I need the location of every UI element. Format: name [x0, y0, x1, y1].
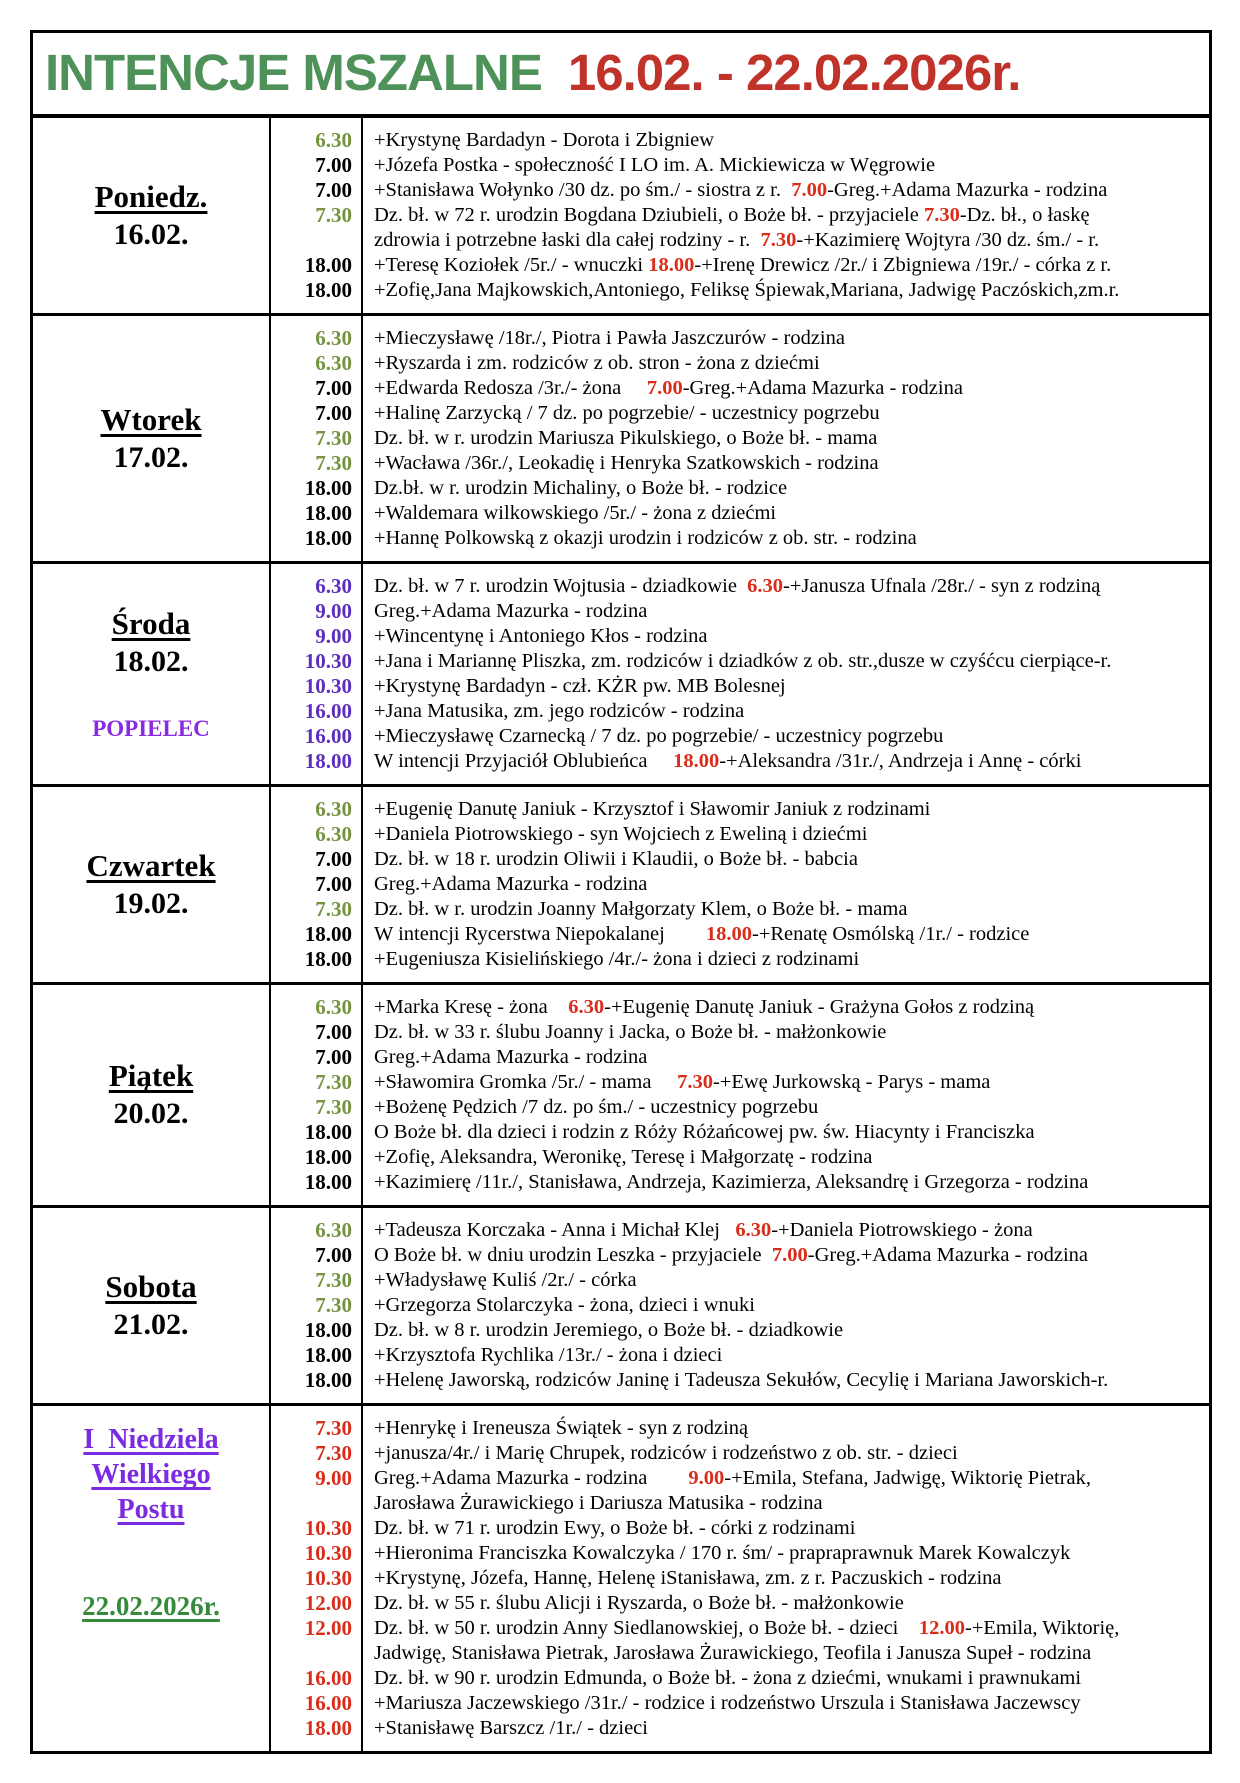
intention-line	[363, 1120, 1209, 1145]
day-label-line: 19.02.	[113, 886, 189, 920]
intention-text: +Władysławę Kuliś /2r./ - córka	[374, 1269, 637, 1291]
mass-time: 7.30	[315, 203, 352, 227]
intention-text: Greg.+Adama Mazurka - rodzina	[374, 1046, 648, 1068]
intention-line	[363, 153, 1209, 178]
day-label	[33, 985, 271, 1205]
mass-time: 10.30	[304, 1541, 352, 1565]
intention-text: Dz. bł. w 90 r. urodzin Edmunda, o Boże bł. - żona z dziećmi, wnukami i prawnukami	[374, 1667, 1082, 1689]
mass-time: 16.00	[304, 1666, 352, 1690]
day-label-line: Sobota	[105, 1268, 197, 1304]
mass-time: 9.00	[315, 624, 352, 648]
inline-time-highlight: 7.00	[771, 1244, 808, 1266]
day-label-line: 18.02.	[113, 645, 189, 678]
intention-text: Dz. bł. w 72 r. urodzin Bogdana Dziubieli, o Boże bł. - przyjaciele	[374, 204, 924, 226]
mass-time: 7.30	[315, 1416, 352, 1440]
intention-text: +Halinę Zarzycką / 7 dz. po pogrzebie/ - uczestnicy pogrzebu	[374, 402, 880, 424]
intention-line	[363, 1318, 1209, 1343]
day-label	[33, 787, 271, 982]
intention-line	[363, 599, 1209, 624]
mass-times-column	[271, 1406, 363, 1751]
inline-time-highlight: 18.00	[648, 254, 695, 276]
day-label	[33, 1406, 271, 1751]
mass-time: 18.00	[304, 476, 352, 500]
mass-time: 18.00	[304, 501, 352, 525]
intention-line	[363, 228, 1209, 253]
day-label-line: Poniedz.	[94, 178, 208, 214]
intention-line	[363, 947, 1209, 972]
mass-time: 7.30	[315, 426, 352, 450]
mass-time: 10.30	[304, 649, 352, 673]
day-label-line: 16.02.	[113, 217, 189, 251]
intention-line	[363, 1491, 1209, 1516]
day-row-piatek	[33, 982, 1209, 1205]
intention-text: +Krystynę Bardadyn - Dorota i Zbigniew	[374, 129, 715, 151]
intention-line	[363, 1641, 1209, 1666]
intention-line	[363, 1541, 1209, 1566]
intention-text: +janusza/4r./ i Marię Chrupek, rodziców i rodzeństwo z ob. str. - dzieci	[374, 1442, 958, 1464]
intention-line	[363, 1045, 1209, 1070]
intention-text: +Hannę Polkowską z okazji urodzin i rodziców z ob. str. - rodzina	[374, 527, 917, 549]
intention-line	[363, 253, 1209, 278]
intention-text: +Teresę Koziołek /5r./ - wnuczki	[374, 254, 649, 276]
intention-text: W intencji Przyjaciół Oblubieńca	[374, 750, 674, 772]
mass-time: 7.30	[315, 1268, 352, 1292]
mass-time: 18.00	[304, 1716, 352, 1740]
intention-text: +Mieczysławę Czarnecką / 7 dz. po pogrzebie/ - uczestnicy pogrzebu	[374, 725, 944, 747]
intention-text: Jadwigę, Stanisława Pietrak, Jarosława Żurawickiego, Teofila i Janusza Supeł - rodzina	[374, 1642, 1092, 1664]
intention-text: -+Janusza Ufnala /28r./ - syn z rodziną	[783, 575, 1101, 597]
inline-time-highlight: 7.00	[791, 179, 828, 201]
inline-time-highlight: 6.30	[747, 575, 784, 597]
intention-text: +Edwarda Redosza /3r./- żona	[374, 377, 647, 399]
intention-line	[363, 376, 1209, 401]
intention-text: -+Irenę Drewicz /2r./ i Zbigniewa /19r./ - córka z r.	[694, 254, 1112, 276]
intention-line	[363, 724, 1209, 749]
intention-line	[363, 872, 1209, 897]
mass-time: 7.00	[315, 376, 352, 400]
mass-time: 18.00	[304, 1145, 352, 1169]
intention-text: -+Renatę Osmólską /1r./ - rodzice	[751, 923, 1030, 945]
mass-time: 7.00	[315, 872, 352, 896]
intention-text: Dz. bł. w 7 r. urodzin Wojtusia - dziadkowie	[374, 575, 748, 597]
day-row-sroda-popielec	[33, 561, 1209, 784]
mass-time: 7.30	[315, 1441, 352, 1465]
mass-time: 7.00	[315, 401, 352, 425]
intention-line	[363, 1691, 1209, 1716]
mass-time	[271, 228, 361, 253]
intention-line	[363, 1145, 1209, 1170]
intention-line	[363, 1070, 1209, 1095]
mass-time: 6.30	[315, 1218, 352, 1242]
intention-text: +Wincentynę i Antoniego Kłos - rodzina	[374, 625, 708, 647]
mass-time	[271, 1641, 361, 1666]
intention-text: +Eugeniusza Kisielińskiego /4r./- żona i dzieci z rodzinami	[374, 948, 860, 970]
mass-time: 7.00	[315, 178, 352, 202]
day-row-niedziela-wielkiego-postu	[33, 1403, 1209, 1751]
intention-text: Jarosława Żurawickiego i Dariusza Matusika - rodzina	[374, 1492, 823, 1514]
intention-line	[363, 1616, 1209, 1641]
intention-line	[363, 1666, 1209, 1691]
intention-text: Greg.+Adama Mazurka - rodzina	[374, 873, 648, 895]
intention-line	[363, 1095, 1209, 1120]
intention-text: Dz. bł. w 50 r. urodzin Anny Siedlanowskiej, o Boże bł. - dzieci	[374, 1617, 919, 1639]
day-label-line: 22.02.2026r.	[82, 1591, 220, 1621]
intention-line	[363, 501, 1209, 526]
intention-text: -Dz. bł., o łaskę	[959, 204, 1090, 226]
intention-text: -+Ewę Jurkowską - Parys - mama	[712, 1071, 991, 1093]
intention-text: +Bożenę Pędzich /7 dz. po śm./ - uczestnicy pogrzebu	[374, 1096, 819, 1118]
mass-time: 16.00	[304, 724, 352, 748]
mass-time: 9.00	[315, 1466, 352, 1490]
intention-text: O Boże bł. w dniu urodzin Leszka - przyjaciele	[374, 1244, 772, 1266]
mass-time: 7.30	[315, 451, 352, 475]
mass-time: 10.30	[304, 1516, 352, 1540]
intention-text: +Józefa Postka - społeczność I LO im. A. Mickiewicza w Węgrowie	[374, 154, 936, 176]
intention-line	[363, 178, 1209, 203]
mass-time: 18.00	[304, 1318, 352, 1342]
intention-line	[363, 1218, 1209, 1243]
day-label	[33, 118, 271, 313]
intention-text: +Mariusza Jaczewskiego /31r./ - rodzice i rodzeństwo Urszula i Stanisława Jaczewscy	[374, 1692, 1081, 1714]
intention-line	[363, 1441, 1209, 1466]
intention-line	[363, 1466, 1209, 1491]
intention-line	[363, 1170, 1209, 1195]
intention-line	[363, 1591, 1209, 1616]
mass-times-column	[271, 787, 363, 982]
mass-time: 7.00	[315, 1243, 352, 1267]
intention-text: -+Aleksandra /31r./, Andrzeja i Annę - córki	[719, 750, 1082, 772]
day-row-poniedzialek	[33, 118, 1209, 313]
intention-text: Greg.+Adama Mazurka - rodzina	[374, 1467, 689, 1489]
mass-times-column	[271, 1208, 363, 1403]
day-label-line: 21.02.	[113, 1307, 189, 1341]
page-title: INTENCJE MSZALNE	[45, 44, 542, 101]
inline-time-highlight: 12.00	[918, 1617, 965, 1639]
mass-times-column	[271, 118, 363, 313]
mass-time: 12.00	[304, 1591, 352, 1615]
inline-time-highlight: 7.30	[677, 1071, 713, 1093]
intention-line	[363, 797, 1209, 822]
intention-text: +Mieczysławę /18r./, Piotra i Pawła Jaszczurów - rodzina	[374, 327, 845, 349]
mass-time: 6.30	[315, 574, 352, 598]
intention-text: Dz. bł. w 8 r. urodzin Jeremiego, o Boże bł. - dziadkowie	[374, 1319, 844, 1341]
day-label-line: Wielkiego	[91, 1459, 211, 1490]
intention-text: +Stanisława Wołynko /30 dz. po śm./ - siostra z r.	[374, 179, 792, 201]
mass-time: 7.30	[315, 1095, 352, 1119]
mass-times-column	[271, 316, 363, 561]
intention-line	[363, 749, 1209, 774]
intention-text: +Grzegorza Stolarczyka - żona, dzieci i wnuki	[374, 1294, 755, 1316]
day-label-line: 17.02.	[113, 440, 189, 474]
intentions-column	[363, 1208, 1209, 1403]
inline-time-highlight: 9.00	[688, 1467, 725, 1489]
mass-time: 7.00	[315, 153, 352, 177]
intention-text: Dz. bł. w 18 r. urodzin Oliwii i Klaudii, o Boże bł. - babcia	[374, 848, 858, 870]
intention-text: -Greg.+Adama Mazurka - rodzina	[807, 1244, 1088, 1266]
intention-text: +Zofię,Jana Majkowskich,Antoniego, Feliksę Śpiewak,Mariana, Jadwigę Paczóskich,zm.r.	[374, 279, 1120, 301]
intention-line	[363, 649, 1209, 674]
mass-time: 6.30	[315, 128, 352, 152]
day-label-line: Środa	[111, 606, 191, 641]
intention-text: -+Emila, Stefana, Jadwigę, Wiktorię Pietrak,	[724, 1467, 1091, 1489]
mass-time: 18.00	[304, 1170, 352, 1194]
intention-text: Dz. bł. w r. urodzin Joanny Małgorzaty Klem, o Boże bł. - mama	[374, 898, 908, 920]
intention-line	[363, 922, 1209, 947]
mass-time: 16.00	[304, 699, 352, 723]
intention-line	[363, 995, 1209, 1020]
intentions-column	[363, 787, 1209, 982]
intention-line	[363, 1716, 1209, 1741]
day-label-line: Czwartek	[86, 847, 216, 883]
intention-text: +Tadeusza Korczaka - Anna i Michał Klej	[374, 1219, 736, 1241]
intention-line	[363, 451, 1209, 476]
intention-text: +Sławomira Gromka /5r./ - mama	[374, 1071, 678, 1093]
intention-text: +Jana i Mariannę Pliszka, zm. rodziców i dziadków z ob. str.,dusze w czyśćcu cierpiące-r.	[374, 650, 1112, 672]
intention-text: +Jana Matusika, zm. jego rodziców - rodzina	[374, 700, 745, 722]
mass-time: 18.00	[304, 947, 352, 971]
inline-time-highlight: 7.30	[923, 204, 960, 226]
mass-time: 18.00	[304, 526, 352, 550]
day-label	[33, 1208, 271, 1403]
intention-text: Dz.bł. w r. urodzin Michaliny, o Boże bł. - rodzice	[374, 477, 788, 499]
intention-line	[363, 351, 1209, 376]
intention-text: Greg.+Adama Mazurka - rodzina	[374, 600, 648, 622]
intention-text: +Krystynę, Józefa, Hannę, Helenę iStanisława, zm. z r. Paczuskich - rodzina	[374, 1567, 1002, 1589]
intention-line	[363, 1343, 1209, 1368]
intention-text: +Marka Kresę - żona	[374, 996, 569, 1018]
intentions-column	[363, 118, 1209, 313]
intention-text: -Greg.+Adama Mazurka - rodzina	[682, 377, 963, 399]
intention-line	[363, 1243, 1209, 1268]
intention-line	[363, 1516, 1209, 1541]
intention-line	[363, 822, 1209, 847]
intention-text: O Boże bł. dla dzieci i rodzin z Róży Różańcowej pw. św. Hiacynty i Franciszka	[374, 1121, 1035, 1143]
intentions-column	[363, 564, 1209, 784]
mass-time: 9.00	[315, 599, 352, 623]
inline-time-highlight: 18.00	[705, 923, 752, 945]
intention-text: +Daniela Piotrowskiego - syn Wojciech z Eweliną i dziećmi	[374, 823, 868, 845]
intention-text: +Zofię, Aleksandra, Weronikę, Teresę i Małgorzatę - rodzina	[374, 1146, 873, 1168]
mass-time: 18.00	[304, 749, 352, 773]
mass-time: 18.00	[304, 1343, 352, 1367]
mass-time: 16.00	[304, 1691, 352, 1715]
mass-time: 18.00	[304, 922, 352, 946]
day-label-line: 20.02.	[113, 1097, 189, 1130]
intentions-column	[363, 985, 1209, 1205]
intention-line	[363, 401, 1209, 426]
intention-line	[363, 1268, 1209, 1293]
intention-text: Dz. bł. w 33 r. ślubu Joanny i Jacka, o Boże bł. - małżonkowie	[374, 1021, 887, 1043]
day-label	[33, 316, 271, 561]
intention-line	[363, 203, 1209, 228]
intention-text: W intencji Rycerstwa Niepokalanej	[374, 923, 706, 945]
mass-time: 6.30	[315, 326, 352, 350]
intention-line	[363, 526, 1209, 551]
mass-times-column	[271, 985, 363, 1205]
intention-line	[363, 1416, 1209, 1441]
day-row-sobota	[33, 1205, 1209, 1403]
mass-time: 18.00	[304, 1120, 352, 1144]
inline-time-highlight: 7.00	[646, 377, 683, 399]
mass-time: 7.30	[315, 1070, 352, 1094]
mass-time: 6.30	[315, 995, 352, 1019]
intention-line	[363, 326, 1209, 351]
intention-text: +Krzysztofa Rychlika /13r./ - żona i dzieci	[374, 1344, 723, 1366]
intention-text: Dz. bł. w 55 r. ślubu Alicji i Ryszarda, o Boże bł. - małżonkowie	[374, 1592, 904, 1614]
inline-time-highlight: 6.30	[568, 996, 605, 1018]
intention-text: -+Eugenię Danutę Janiuk - Grażyna Gołos z rodziną	[604, 996, 1035, 1018]
table-header	[33, 33, 1209, 118]
mass-time: 7.00	[315, 1045, 352, 1069]
intention-text: +Krystynę Bardadyn - czł. KŻR pw. MB Bolesnej	[374, 675, 786, 697]
day-label-line: POPIELEC	[92, 716, 210, 741]
intention-text: +Wacława /36r./, Leokadię i Henryka Szatkowskich - rodzina	[374, 452, 879, 474]
intention-line	[363, 476, 1209, 501]
intention-text: Dz. bł. w 71 r. urodzin Ewy, o Boże bł. - córki z rodzinami	[374, 1517, 856, 1539]
intention-text: +Helenę Jaworską, rodziców Janinę i Tadeusza Sekułów, Cecylię i Mariana Jaworskich-r.	[374, 1369, 1109, 1391]
inline-time-highlight: 7.30	[760, 229, 797, 251]
intention-text: -+Kazimierę Wojtyra /30 dz. śm./ - r.	[796, 229, 1100, 251]
day-rows-container	[33, 118, 1209, 1751]
day-label-line: Postu	[117, 1494, 185, 1525]
day-label-line: I Niedziela	[83, 1424, 219, 1455]
day-label-line: Piątek	[108, 1058, 194, 1093]
mass-time	[271, 1491, 361, 1516]
mass-time: 18.00	[304, 1368, 352, 1392]
mass-time: 10.30	[304, 674, 352, 698]
intention-line	[363, 847, 1209, 872]
mass-time: 10.30	[304, 1566, 352, 1590]
intention-text: Dz. bł. w r. urodzin Mariusza Pikulskiego, o Boże bł. - mama	[374, 427, 878, 449]
mass-time: 12.00	[304, 1616, 352, 1640]
intention-line	[363, 1020, 1209, 1045]
inline-time-highlight: 6.30	[735, 1219, 772, 1241]
inline-time-highlight: 18.00	[673, 750, 720, 772]
mass-time: 7.30	[315, 897, 352, 921]
intention-line	[363, 128, 1209, 153]
day-row-czwartek	[33, 784, 1209, 982]
mass-times-column	[271, 564, 363, 784]
intention-text: zdrowia i potrzebne łaski dla całej rodziny - r.	[374, 229, 761, 251]
mass-intentions-table	[30, 30, 1212, 1754]
intention-line	[363, 1566, 1209, 1591]
intentions-column	[363, 1406, 1209, 1751]
intention-text: +Stanisławę Barszcz /1r./ - dzieci	[374, 1717, 648, 1739]
intention-text: -+Emila, Wiktorię,	[965, 1617, 1120, 1639]
mass-time: 7.30	[315, 1293, 352, 1317]
mass-time: 6.30	[315, 797, 352, 821]
intention-text: +Ryszarda i zm. rodziców z ob. stron - żona z dziećmi	[374, 352, 820, 374]
day-label-line: Wtorek	[100, 401, 202, 437]
intention-line	[363, 897, 1209, 922]
mass-time: 7.00	[315, 1020, 352, 1044]
intention-line	[363, 1368, 1209, 1393]
mass-time: 18.00	[304, 253, 352, 277]
intention-text: +Hieronima Franciszka Kowalczyka / 170 r. śm/ - prapraprawnuk Marek Kowalczyk	[374, 1542, 1071, 1564]
intention-line	[363, 278, 1209, 303]
intention-line	[363, 574, 1209, 599]
mass-time: 7.00	[315, 847, 352, 871]
intention-text: +Eugenię Danutę Janiuk - Krzysztof i Sławomir Janiuk z rodzinami	[374, 798, 931, 820]
intention-text: +Waldemara wilkowskiego /5r./ - żona z dziećmi	[374, 502, 777, 524]
intention-line	[363, 674, 1209, 699]
intention-line	[363, 624, 1209, 649]
intention-text: -+Daniela Piotrowskiego - żona	[771, 1219, 1033, 1241]
header-date-range: 16.02. - 22.02.2026r.	[567, 44, 1021, 101]
intention-line	[363, 699, 1209, 724]
intention-text: +Henrykę i Ireneusza Świątek - syn z rodziną	[374, 1417, 749, 1439]
intention-text: +Kazimierę /11r./, Stanisława, Andrzeja, Kazimierza, Aleksandrę i Grzegorza - rodzina	[374, 1171, 1089, 1193]
day-label	[33, 564, 271, 784]
intentions-column	[363, 316, 1209, 561]
intention-line	[363, 426, 1209, 451]
intention-text: -Greg.+Adama Mazurka - rodzina	[827, 179, 1108, 201]
mass-time: 6.30	[315, 351, 352, 375]
day-row-wtorek	[33, 313, 1209, 561]
mass-time: 18.00	[304, 278, 352, 302]
mass-time: 6.30	[315, 822, 352, 846]
intention-line	[363, 1293, 1209, 1318]
